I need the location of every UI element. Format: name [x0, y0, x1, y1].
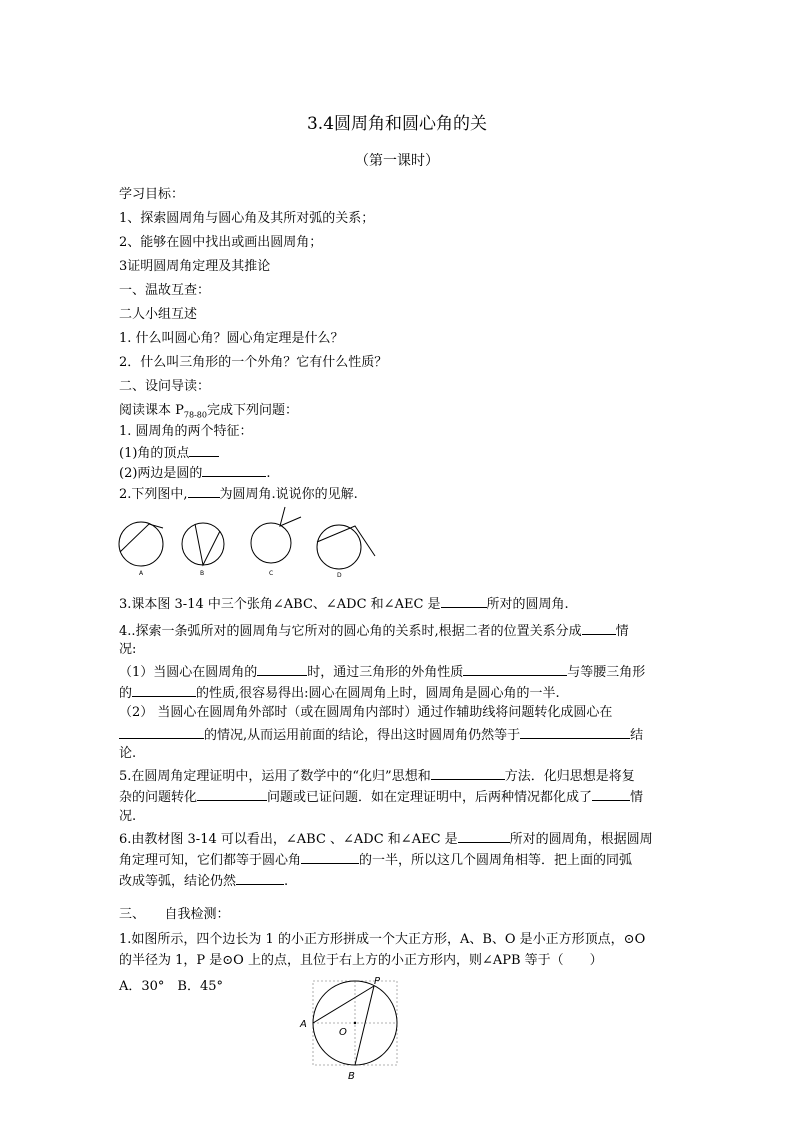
guide-q5-line2: 杂的问题转化 问题或已证问题．如在定理证明中，后两种情况都化成了 情 — [119, 787, 643, 807]
angle-fig-d — [317, 526, 375, 556]
guide-q4-line2: 况: — [119, 642, 137, 657]
goal-item-1: 1、探索圆周角与圆心角及其所对弧的关系； — [119, 211, 375, 226]
guide-q4-2-line1: （2） 当圆心在圆周角外部时（或在圆周角内部时）通过作辅助线将问题转化成圆心在 — [119, 705, 613, 720]
guide-q5-line3: 况. — [119, 809, 137, 824]
blank-arc[interactable] — [441, 594, 487, 608]
guide-q1: 1. 圆周角的两个特征： — [119, 424, 253, 439]
circle-fig-d — [317, 525, 361, 569]
circle-fig-a — [119, 522, 163, 566]
guide-q4-1-line2: 的 的性质,很容易得出:圆心在圆周角上时，圆周角是圆心角的一半. — [119, 683, 560, 703]
fig-label-d: D — [337, 572, 342, 579]
label-o: O — [339, 1027, 347, 1038]
review-heading: 一、温故互查： — [119, 283, 211, 298]
guide-q2: 2.下列图中, 为圆周角.说说你的见解. — [119, 484, 358, 504]
blank-central-angle[interactable] — [301, 850, 359, 864]
goal-item-2: 2、能够在圆中找出或画出圆周角； — [119, 235, 323, 250]
blank-circumferential-angle[interactable] — [188, 484, 220, 498]
chord-ap — [313, 986, 374, 1023]
guide-q1a: (1)角的顶点 — [119, 443, 219, 463]
guide-q5-line1: 5.在圆周角定理证明中，运用了数学中的“化归”思想和 方法．化归思想是将复 — [119, 766, 635, 786]
guide-q1b: (2)两边是圆的 . — [119, 463, 271, 483]
blank-holds[interactable] — [236, 871, 284, 885]
blank-simple-problem[interactable] — [197, 787, 267, 801]
selfcheck-figure — [296, 972, 406, 1084]
label-b: B — [348, 1071, 355, 1082]
circle-fig-b — [182, 523, 224, 565]
review-q2: 2．什么叫三角形的一个外角？它有什么性质？ — [119, 355, 388, 370]
blank-isosceles[interactable] — [132, 683, 196, 697]
review-q1: 1. 什么叫圆心角？圆心角定理是什么？ — [119, 331, 344, 346]
chord-pb — [355, 986, 374, 1065]
blank-on-side[interactable] — [257, 662, 307, 676]
angle-fig-b — [195, 524, 220, 565]
blank-cases[interactable] — [582, 621, 616, 635]
page-subtitle: （第一课时） — [355, 153, 439, 169]
fig-label-c: C — [269, 570, 274, 577]
guide-q4-1-line1: （1）当圆心在圆周角的 时，通过三角形的外角性质 与等腰三角形 — [119, 662, 645, 682]
guide-q4-line1: 4..探索一条弧所对的圆周角与它所对的圆心角的关系时,根据二者的位置关系分成 情 — [119, 621, 629, 641]
goals-heading: 学习目标： — [119, 187, 185, 202]
blank-method[interactable] — [431, 766, 505, 780]
blank-case-type[interactable] — [592, 787, 630, 801]
guide-q6-line1: 6.由教材图 3-14 可以看出，∠ABC 、∠ADC 和∠AEC 是 所对的圆周角，根据圆周 — [119, 829, 653, 849]
blank-convert-case[interactable] — [119, 725, 204, 739]
blank-vertex[interactable] — [189, 443, 219, 457]
guide-q3: 3.课本图 3-14 中三个张角∠ABC、∠ADC 和∠AEC 是 所对的圆周角. — [119, 594, 569, 614]
blank-conclusion[interactable] — [520, 725, 630, 739]
goal-item-3: 3证明圆周角定理及其推论 — [119, 259, 271, 274]
center-point — [354, 1022, 356, 1024]
angle-fig-c — [280, 507, 301, 526]
label-p: P — [374, 976, 381, 987]
reading-line: 阅读课本 $P_{78-80}$完成下列问题： — [119, 403, 298, 420]
fig-label-b: B — [200, 570, 205, 577]
guide-q6-line2: 角定理可知，它们都等于圆心角 的一半，所以这几个圆周角相等．把上面的同弧 — [119, 850, 632, 870]
blank-exterior-angle[interactable] — [463, 662, 567, 676]
fig-label-a: A — [139, 570, 144, 577]
selfcheck-heading: 三、 自我检测： — [119, 907, 230, 922]
circle-figures — [115, 505, 390, 580]
selfcheck-q1-line2: 的半径为 1，P 是⊙O 上的点，且位于右上方的小正方形内，则∠APB 等于（ ） — [119, 953, 603, 968]
blank-same-arc[interactable] — [458, 829, 510, 843]
circle-fig-c — [251, 523, 291, 563]
blank-sides[interactable] — [202, 463, 266, 477]
selfcheck-q1-line1: 1.如图所示，四个边长为 1 的小正方形拼成一个大正方形，A、B、O 是小正方形顶点，⊙O — [119, 932, 646, 947]
guide-q4-2-line2: 的情况,从而运用前面的结论，得出这时圆周角仍然等于 结 — [119, 725, 643, 745]
selfcheck-options: A．30° B．45° — [119, 979, 224, 994]
review-sub: 二人小组互述 — [119, 307, 198, 322]
guide-q4-2-line3: 论. — [119, 746, 137, 761]
guide-q6-line3: 改成等弧，结论仍然 . — [119, 871, 288, 891]
guide-heading: 二、设问导读： — [119, 379, 211, 394]
label-a: A — [300, 1019, 307, 1030]
page-title: 3.4圆周角和圆心角的关 — [306, 114, 488, 134]
